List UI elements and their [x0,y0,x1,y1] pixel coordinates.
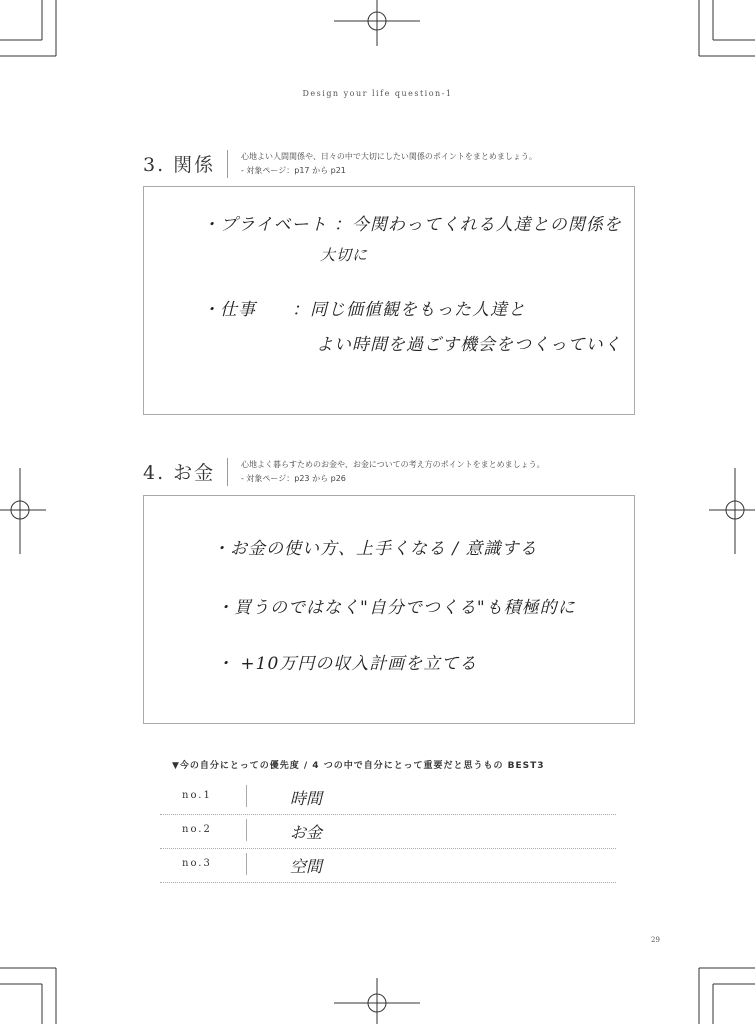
priority-label: no.3 [182,858,212,869]
section-page-ref: - 対象ページ：p17 から p21 [241,166,346,175]
handwritten-line: よい時間を過ごす機会をつくっていく [316,335,622,355]
crop-mark-top-left [0,0,60,60]
divider [246,853,247,875]
handwritten-line: ・ +10万円の収入計画を立てる [216,654,478,674]
registration-mark-left [0,466,46,556]
crop-mark-bottom-right [695,964,755,1024]
priority-label: no.1 [182,790,212,801]
section-description: 心地よく暮らすためのお金や、お金についての考え方のポイントをまとめましょう。 [241,460,545,469]
priority-label: no.2 [182,824,212,835]
section-money-header [143,458,633,490]
priority-title: ▼今の自分にとっての優先度 / 4 つの中で自分にとって重要だと思うもの BEST3 [172,761,545,771]
registration-mark-top [332,0,422,46]
section-title: 3. 関係 [143,154,216,176]
handwritten-line: ・プライベート ：今関わってくれる人達との関係を [202,215,622,235]
crop-mark-top-right [695,0,755,60]
answer-box-money[interactable] [143,495,635,724]
divider [246,785,247,807]
registration-mark-right [709,466,755,556]
handwritten-line: ・お金の使い方、上手くなる / 意識する [212,539,538,559]
priority-value: 空間 [290,857,323,876]
priority-value: 時間 [290,789,323,808]
handwritten-line: ・仕事 ：同じ価値観をもった人達と [202,300,526,320]
divider [227,150,228,178]
page-number: 29 [651,936,660,944]
priority-row[interactable] [160,814,616,849]
crop-mark-bottom-left [0,964,60,1024]
section-relationships-header [143,150,633,182]
section-title: 4. お金 [143,462,216,484]
section-description: 心地よい人間関係や、日々の中で大切にしたい関係のポイントをまとめましょう。 [241,152,537,161]
divider [227,458,228,486]
handwritten-line: ・買うのではなく"自分でつくる"も積極的に [216,598,576,618]
priority-row[interactable] [160,780,616,815]
priority-row[interactable] [160,848,616,883]
handwritten-line: 大切に [320,246,369,264]
running-head: Design your life question-1 [302,89,453,98]
answer-box-relationships[interactable] [143,186,635,415]
section-page-ref: - 対象ページ：p23 から p26 [241,474,346,483]
priority-value: お金 [290,823,323,842]
divider [246,819,247,841]
registration-mark-bottom [332,978,422,1024]
